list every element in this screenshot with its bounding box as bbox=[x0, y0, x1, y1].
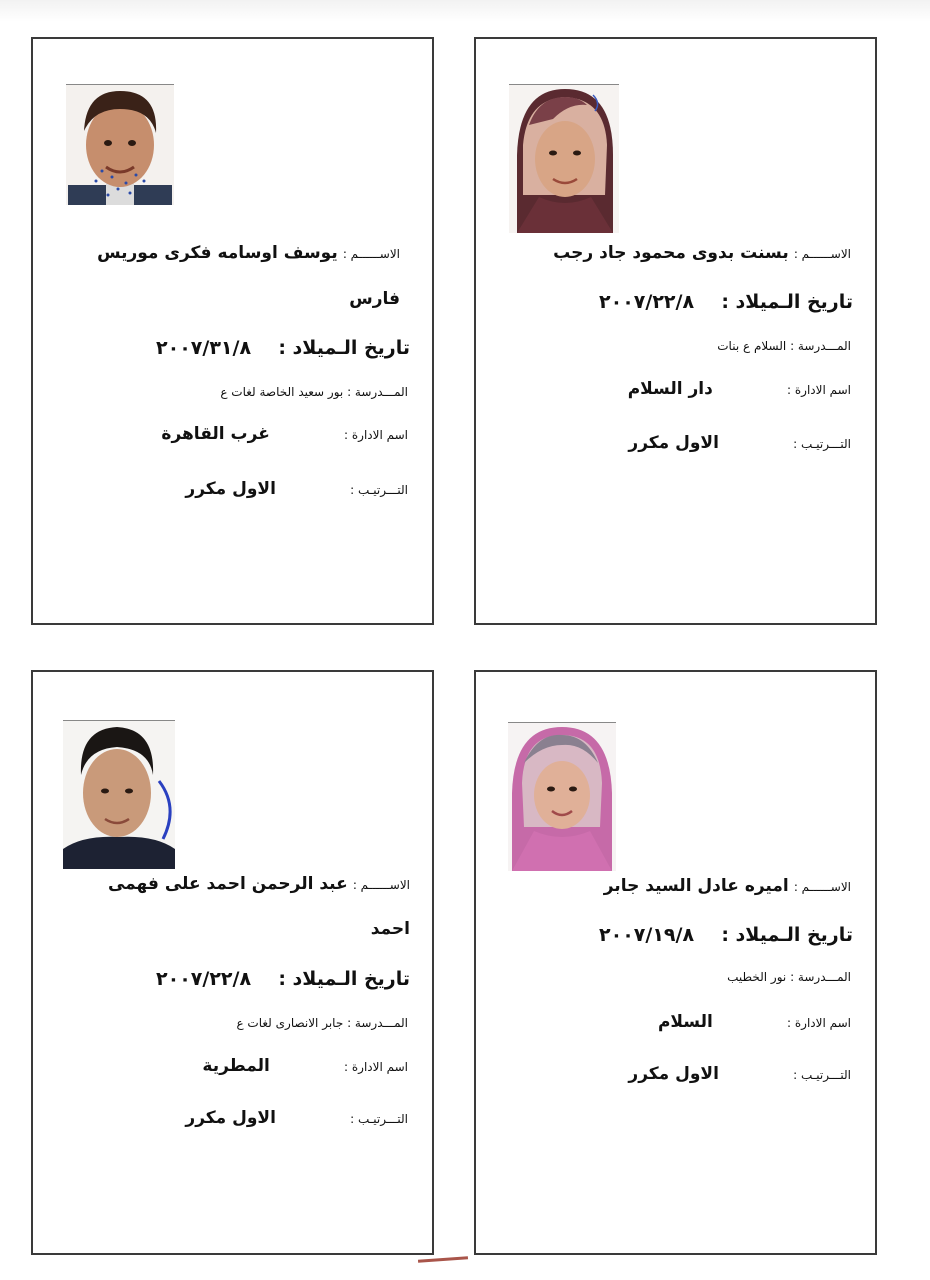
rank-label: التـــرتيـب : bbox=[350, 1112, 408, 1126]
rank-value: الاول مكرر bbox=[185, 1108, 276, 1128]
name-row bbox=[108, 874, 410, 894]
name-continuation-row bbox=[371, 919, 410, 939]
student-photo bbox=[508, 722, 616, 871]
student-name: اميره عادل السيد جابر bbox=[603, 876, 789, 896]
birth-date-value: ٢٠٠٧/١٩/٨ bbox=[599, 924, 695, 946]
admin-value: دار السلام bbox=[627, 379, 713, 399]
student-name-continued: احمد bbox=[370, 919, 410, 939]
student-name: يوسف اوسامه فكرى موريس bbox=[97, 243, 338, 263]
school-label: المـــدرسة : bbox=[790, 970, 851, 984]
birth-date-label: تاريخ الـميلاد : bbox=[721, 291, 853, 313]
name-label: الاســــــم : bbox=[352, 878, 410, 892]
birth-date-row bbox=[599, 924, 853, 946]
rank-value: الاول مكرر bbox=[628, 433, 719, 453]
student-photo bbox=[63, 720, 175, 869]
school-value: نور الخطيب bbox=[727, 970, 787, 984]
name-row bbox=[604, 876, 851, 896]
school-value: السلام ع بنات bbox=[717, 339, 787, 353]
birth-date-value: ٢٠٠٧/٢٢/٨ bbox=[156, 968, 252, 990]
school-row bbox=[220, 385, 408, 399]
school-row bbox=[717, 339, 851, 353]
student-name: بسنت بدوى محمود جاد رجب bbox=[553, 243, 789, 263]
admin-row bbox=[202, 1056, 408, 1076]
birth-date-row bbox=[599, 291, 853, 313]
admin-label: اسم الادارة : bbox=[344, 1060, 408, 1074]
birth-date-label: تاريخ الـميلاد : bbox=[278, 968, 410, 990]
admin-row bbox=[628, 379, 851, 399]
name-label: الاســــــم : bbox=[793, 880, 851, 894]
rank-label: التـــرتيـب : bbox=[793, 437, 851, 451]
rank-row bbox=[628, 433, 851, 453]
rank-label: التـــرتيـب : bbox=[793, 1068, 851, 1082]
rank-row bbox=[185, 1108, 408, 1128]
school-label: المـــدرسة : bbox=[347, 1016, 408, 1030]
name-row bbox=[553, 243, 851, 263]
student-card bbox=[474, 37, 877, 625]
rank-label: التـــرتيـب : bbox=[350, 483, 408, 497]
admin-value: المطرية bbox=[202, 1056, 270, 1076]
student-name: عبد الرحمن احمد على فهمى bbox=[107, 874, 348, 894]
name-label: الاســــــم : bbox=[342, 247, 400, 261]
birth-date-row bbox=[156, 968, 410, 990]
name-label: الاســــــم : bbox=[793, 247, 851, 261]
birth-date-row bbox=[156, 337, 410, 359]
school-value: جابر الانصارى لغات ع bbox=[236, 1016, 344, 1030]
student-photo bbox=[66, 84, 174, 205]
birth-date-label: تاريخ الـميلاد : bbox=[721, 924, 853, 946]
student-card bbox=[31, 37, 434, 625]
school-label: المـــدرسة : bbox=[347, 385, 408, 399]
name-row bbox=[97, 243, 400, 263]
school-row bbox=[727, 970, 851, 984]
admin-value: السلام bbox=[657, 1012, 713, 1032]
student-card bbox=[474, 670, 877, 1255]
student-name-continued: فارس bbox=[349, 289, 400, 309]
rank-row bbox=[628, 1064, 851, 1084]
rank-value: الاول مكرر bbox=[185, 479, 276, 499]
admin-label: اسم الادارة : bbox=[344, 428, 408, 442]
student-photo bbox=[509, 84, 619, 233]
birth-date-label: تاريخ الـميلاد : bbox=[278, 337, 410, 359]
rank-row bbox=[185, 479, 408, 499]
admin-row bbox=[658, 1012, 851, 1032]
admin-row bbox=[161, 424, 408, 444]
school-row bbox=[236, 1016, 408, 1030]
name-continuation-row bbox=[349, 289, 400, 309]
rank-value: الاول مكرر bbox=[628, 1064, 719, 1084]
school-label: المـــدرسة : bbox=[790, 339, 851, 353]
admin-label: اسم الادارة : bbox=[787, 1016, 851, 1030]
admin-label: اسم الادارة : bbox=[787, 383, 851, 397]
student-card bbox=[31, 670, 434, 1255]
birth-date-value: ٢٠٠٧/٣١/٨ bbox=[156, 337, 252, 359]
school-value: بور سعيد الخاصة لغات ع bbox=[220, 385, 344, 399]
admin-value: غرب القاهرة bbox=[161, 424, 270, 444]
birth-date-value: ٢٠٠٧/٢٢/٨ bbox=[599, 291, 695, 313]
